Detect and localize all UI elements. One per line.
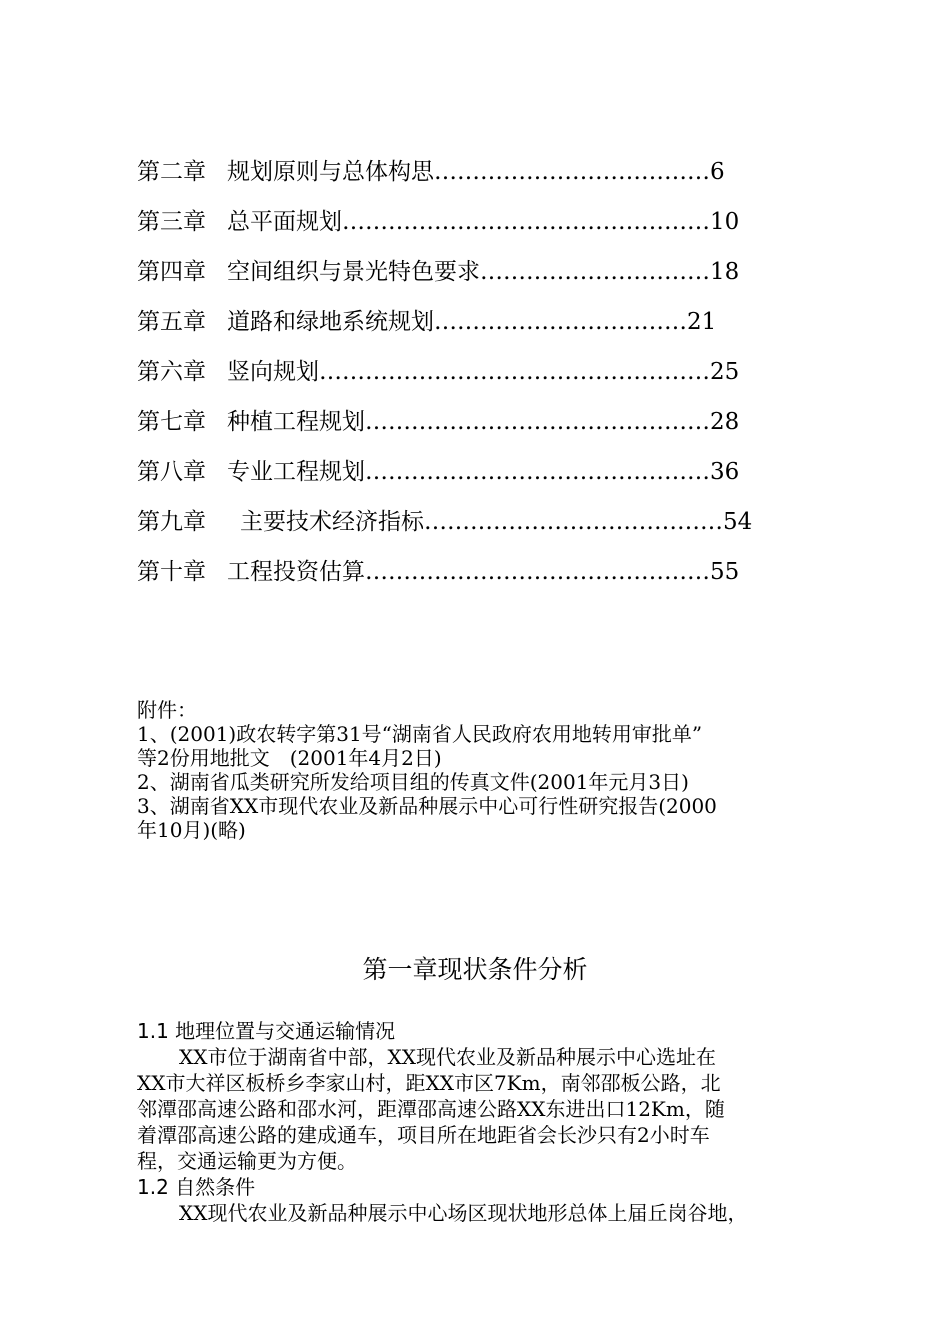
toc-chapter-number: 第八章 <box>137 459 206 485</box>
toc-entry[interactable] <box>137 452 827 502</box>
toc-dot-leader: ………………………………………… <box>342 209 710 235</box>
toc-entry[interactable] <box>137 352 827 402</box>
attachment-line: 等2份用地批文 (2001年4月2日) <box>137 746 442 770</box>
toc-entry[interactable] <box>137 402 827 452</box>
toc-page-number: 25 <box>710 359 740 385</box>
toc-page-number: 28 <box>710 409 740 435</box>
paragraph-line: XX市大祥区板桥乡李家山村，距XX市区7Km，南邻邵板公路，北 <box>137 1071 721 1095</box>
toc-dot-leader: …………………………… <box>434 309 687 335</box>
toc-title: 总平面规划 <box>227 209 342 235</box>
toc-chapter-number: 第十章 <box>137 559 206 585</box>
toc-chapter-number: 第三章 <box>137 209 206 235</box>
toc-chapter-number: 第二章 <box>137 159 206 185</box>
toc-chapter-number: 第五章 <box>137 309 206 335</box>
paragraph-line: 着潭邵高速公路的建成通车，项目所在地距省会长沙只有2小时车 <box>137 1123 710 1147</box>
toc-entry[interactable] <box>137 302 827 352</box>
toc-dot-leader: ………………………………… <box>424 509 723 535</box>
paragraph-line: 程，交通运输更为方便。 <box>137 1149 357 1173</box>
attachment-line: 1、(2001)政农转字第31号“湖南省人民政府农用地转用审批单” <box>137 722 703 746</box>
toc-chapter-number: 第七章 <box>137 409 206 435</box>
toc-dot-leader: ……………………………………… <box>365 409 710 435</box>
toc-dot-leader: ……………………………………… <box>365 559 710 585</box>
toc-page-number: 54 <box>723 509 753 535</box>
chapter-body <box>137 1018 847 1226</box>
paragraph-line: XX现代农业及新品种展示中心场区现状地形总体上届丘岗谷地， <box>179 1201 748 1225</box>
toc-page-number: 36 <box>710 459 740 485</box>
toc-dot-leader: ……………………………………… <box>365 459 710 485</box>
toc-title: 种植工程规划 <box>227 409 365 435</box>
toc-title: 道路和绿地系统规划 <box>227 309 434 335</box>
section-title: 1.2 自然条件 <box>137 1175 256 1199</box>
toc-title: 规划原则与总体构思 <box>227 159 434 185</box>
attachment-line: 2、湖南省瓜类研究所发给项目组的传真文件(2001年元月3日) <box>137 770 689 794</box>
toc-chapter-number: 第四章 <box>137 259 206 285</box>
attachment-line: 3、湖南省XX市现代农业及新品种展示中心可行性研究报告(2000 <box>137 794 717 818</box>
toc-title: 空间组织与景光特色要求 <box>227 259 480 285</box>
toc-dot-leader: …………………………………………… <box>319 359 710 385</box>
paragraph-line: 邻潭邵高速公路和邵水河，距潭邵高速公路XX东进出口12Km，随 <box>137 1097 725 1121</box>
toc-page-number: 21 <box>687 309 717 335</box>
attachments-block <box>137 698 837 842</box>
toc-title: 专业工程规划 <box>227 459 365 485</box>
toc-page-number: 6 <box>710 159 725 185</box>
toc-chapter-number: 第九章 <box>137 509 206 535</box>
toc-page-number: 10 <box>710 209 740 235</box>
toc-entry[interactable] <box>137 552 827 602</box>
toc-entry[interactable] <box>137 502 827 552</box>
table-of-contents <box>137 152 827 602</box>
toc-title: 主要技术经济指标 <box>240 509 424 535</box>
toc-chapter-number: 第六章 <box>137 359 206 385</box>
attachments-heading: 附件： <box>137 698 197 722</box>
chapter-title: 第一章现状条件分析 <box>362 955 588 984</box>
attachment-line: 年10月)(略) <box>137 818 246 842</box>
toc-entry[interactable] <box>137 202 827 252</box>
toc-dot-leader: ………………………… <box>480 259 710 285</box>
section-title: 1.1 地理位置与交通运输情况 <box>137 1019 396 1043</box>
toc-title: 竖向规划 <box>227 359 319 385</box>
toc-entry[interactable] <box>137 252 827 302</box>
toc-title: 工程投资估算 <box>227 559 365 585</box>
paragraph-line: XX市位于湖南省中部，XX现代农业及新品种展示中心选址在 <box>179 1045 716 1069</box>
toc-page-number: 18 <box>710 259 740 285</box>
toc-dot-leader: ……………………………… <box>434 159 710 185</box>
toc-page-number: 55 <box>710 559 740 585</box>
toc-entry[interactable] <box>137 152 827 202</box>
